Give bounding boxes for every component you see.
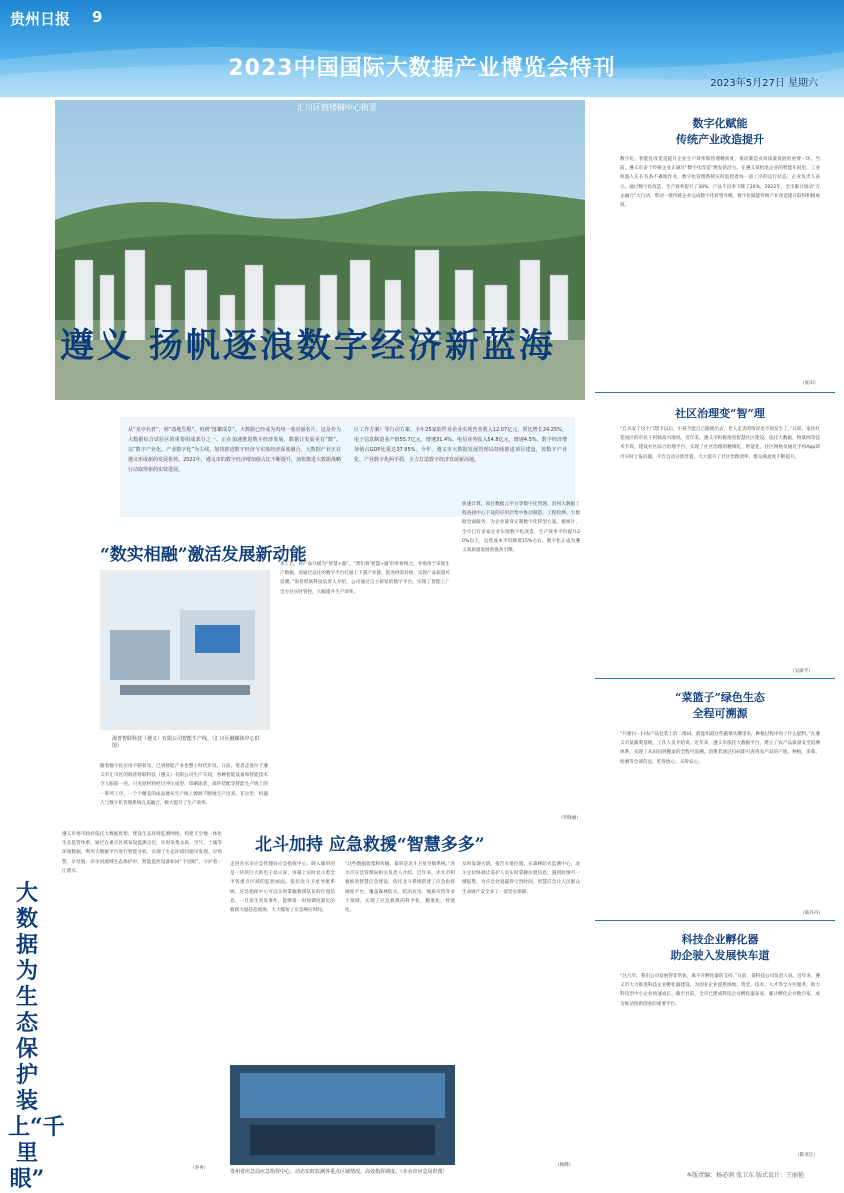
r3-title: “菜篮子”绿色生态 全程可溯源 — [675, 691, 765, 720]
divider — [595, 920, 835, 921]
factory-photo-caption: 海普智联科技（遵义）有限公司智能生产线。（汇川区融媒体中心供图） — [112, 736, 260, 749]
command-center-photo — [230, 1065, 455, 1165]
factory-photo — [100, 570, 270, 730]
s2-text-col2: “这些数据收集和传输，靠的是北斗卫星导航系统。”赤水市应急管理局相关负责人介绍，近年来，赤水市积极推进智慧应急建设，依托北斗系统搭建了应急指挥调度平台，覆盖森林防火、防汛抗旱、地质灾害等多个领域，实现了应急救援的科学化、精准化、智能化。 — [345, 862, 455, 914]
r2-title: 社区治理变“智”理 — [675, 407, 765, 420]
divider — [595, 392, 835, 393]
r2-text: “自从安了这个门禁卡以后，小孩不能自己随便出去，老人走丢的情况也不再发生了。”日前，家住红花岗区的市民王阿姨高兴地说。近年来，遵义市积极推进智慧社区建设，依托大数据、物联网等技术手段，建设社区综合治理平台，实现了社区治理的精细化、智能化。社区网格员通过手机App即可实时上报问题，平台自动分派处置，大大提升了社区治理效率，群众满意度不断提升。 — [620, 427, 820, 460]
command-center-illustration — [230, 1065, 455, 1165]
r3-author: （葛丹丹） — [800, 911, 823, 916]
r4-author: （陈亚江） — [795, 1153, 818, 1158]
masthead-logo: 贵州日报 — [10, 10, 71, 28]
factory-illustration — [100, 570, 270, 730]
r3-text: “只要扫一扫农产品包装上的二维码，就能知道这些蔬菜从哪里来，种植过程中用了什么肥料。”在遵义市某蔬菜基地，工作人员介绍说。近年来，遵义市依托大数据平台，建立了农产品质量安全追溯体系，实现了从田间到餐桌的全程可追溯。消费者通过扫码即可查询农产品的产地、种植、采收、检测等全部信息，吃得放心、买得安心。 — [620, 732, 820, 765]
divider — [595, 678, 835, 679]
s1-text-col2: 术工艺，将产品升级为“智慧+器”。“我们将‘智慧+器’的外协组合，外购用于采集生产数据，再通过以往的数字平台打通上下游产业链，促进供需对接，实现产品质量可追溯。”海普智联科技负责人介绍，公司通过自主研发的数字平台，实现了智能工厂全方位实时管控，大幅提升生产效率。 — [280, 562, 450, 595]
s2-text-col1: 走进赤水市应急管理局应急指挥中心，映入眼帘的是一块块巨大的电子显示屏，屏幕上实时显示着全市各重点区域的监控画面。依托北斗卫星导航系统，应急指挥中心可以实时掌握救援队伍的位置信息，一旦发生突发事件，能够第一时间调度最近的救援力量赶赴现场，大大缩短了应急响应时间。 — [230, 862, 335, 914]
side-article-text: 遵义市委市政府依托大数据优势，建设生态环境监测网络，构建天空地一体化生态监管体系。通过在重点区域布设监测点位，实时采集水质、空气、土壤等环境数据，利用大数据平台进行智能分析，实现了生态环境问题早发现、早预警、早处置。赤水河流域生态保护中，智能监控设备如同“千里眼”，守护着一江碧水。 — [62, 832, 222, 874]
special-edition-title: 2023中国国际大数据产业博览会特刊 — [228, 56, 616, 81]
page-header — [0, 0, 844, 97]
page-footer: 本版责编：杨必润 张卫东 版式设计：王丽艳 — [686, 1172, 804, 1179]
s1-author: （罗晓丽） — [558, 816, 581, 821]
photo-caption: 汇川区鼓楼铺中心街景 — [297, 103, 377, 112]
r4-title: 科技企业孵化器 助企驶入发展快车道 — [670, 933, 770, 962]
side-article-author: （李冉） — [190, 1166, 209, 1171]
r1-title: 数字化赋能 传统产业改造提升 — [676, 117, 764, 146]
section-title-beidou: 北斗加持 应急救援“智慧多多” — [255, 835, 485, 855]
s1-text-col1: 随着数字化应用不断普及，已到智能产业也整上时代步伐。日前，笔者走进位于遵义市汇川区的海普智联科技（遵义）有限公司生产车间，各种智能设备和智能技术令人眼前一亮。只见原材料经过冲压成型、印刷涂装、部件装配等智能生产线上的一系列工序，一个个精美的成品便从生产线上源源不断地生产出来。在这里，机器人与数字化管理系统完美融合，极大提升了生产效率。 — [100, 764, 268, 806]
r1-text: 数字化、智能化改造是提升企业生产效率和管理精准度、推动制造业高质量发展的重要一环。当前，遵义市多个传统企业正通过“数字化改造”焕发新活力。在遵义某机电企业的智能车间里，工业机器人正在有条不紊地作业，数字化管理系统实时监控着每一道工序的运行状态。企业负责人表示，通过数字化改造，生产效率提升了30%，产品不良率下降了20%。2022年，全市累计推动“万企融合”大行动，带动一批传统企业完成数字化转型升级，数字化赋能传统产业改造提升取得积极成效。 — [620, 157, 820, 209]
lead-text-col2: 区工作方案》等行动方案。全年25家软件业企业实现营业收入12.07亿元，同比增长24.25%，电子信息制造业产值55.7亿元，增速31.4%。电信业务收入54.8亿元，增速4.5%。数字经济增加值占GDP比重达37.95%。今年，遵义市大数据发展管理局持续推进项目建设，按数字产业化、产业数字化两手抓，全力打造数字经济发展新高地。 — [354, 427, 567, 463]
command-center-caption: 贵州省应急局应急指挥中心，动态实时监测各重点区域情况，高效指挥调度。（赤水市应急局供图） — [230, 1169, 448, 1175]
page-number: 9 — [92, 8, 103, 26]
lead-text-col1: 从“龙亭名肴”，到“落地生根”，再到“落繁成景”，大数据已经成为贵州一张亮丽名片。这是作为大数据综合试验区的重要组成部分之一，正在加速推进数字经济发展，数据让发展更有“数”。以“数字产业化、产业数字化”为主线，加快推进数字经济与实体经济深度融合，大数据产业正在遵义形成新的发展优势。2022年，遵义市的数字经济增加值占比不断提升，加快推进大数据战略行动取得新的实效进展。 — [128, 427, 341, 473]
s1-text-col3: 快速计算，项目数据云平台等数字化管理。贵州大数据工程查找中心下设的应用层集中推动制造、工程检测、大数据全面服务，为企业量身定制数字化转型方案。据统计，全市已有多家企业实现数字化改造，生产效率平均提升20%以上，运营成本平均降低15%左右。数字化正成为遵义高质量发展的强劲引擎。 — [462, 502, 580, 554]
s2-text-col3: 及时发现火情，报告火情位置。在森林防火监测中心，北斗定位终端让巡护人员实时掌握位置信息，遇到险情可一键报警，为应急处置赢得宝贵时间。智慧应急让人民群众生命财产安全多了一道坚实保障。 — [462, 862, 580, 895]
r4-text: “这几年，我们公司发展得非常快，离不开孵化器的支持。”日前，某科技公司负责人说。近年来，遵义市大力推进科技企业孵化器建设，为创业企业提供场地、资金、技术、人才等全方位服务，助力科技型中小企业快速成长。截至目前，全市已建成科技企业孵化器多家，累计孵化企业数百家，成为推动创新创业的重要平台。 — [620, 974, 820, 1007]
section-title-shushi: “数实相融”激活发展新动能 — [100, 545, 307, 565]
main-headline: 遵义 扬帆逐浪数字经济新蓝海 — [60, 326, 556, 366]
side-article-title: 大数据为生态保护装上“千里眼” — [8, 880, 65, 1192]
issue-date: 2023年5月27日 星期六 — [710, 78, 818, 89]
r1-author: （张田） — [800, 381, 819, 386]
s2-author: （杨晔） — [555, 1163, 574, 1168]
r2-author: （吴澎平） — [790, 669, 813, 674]
